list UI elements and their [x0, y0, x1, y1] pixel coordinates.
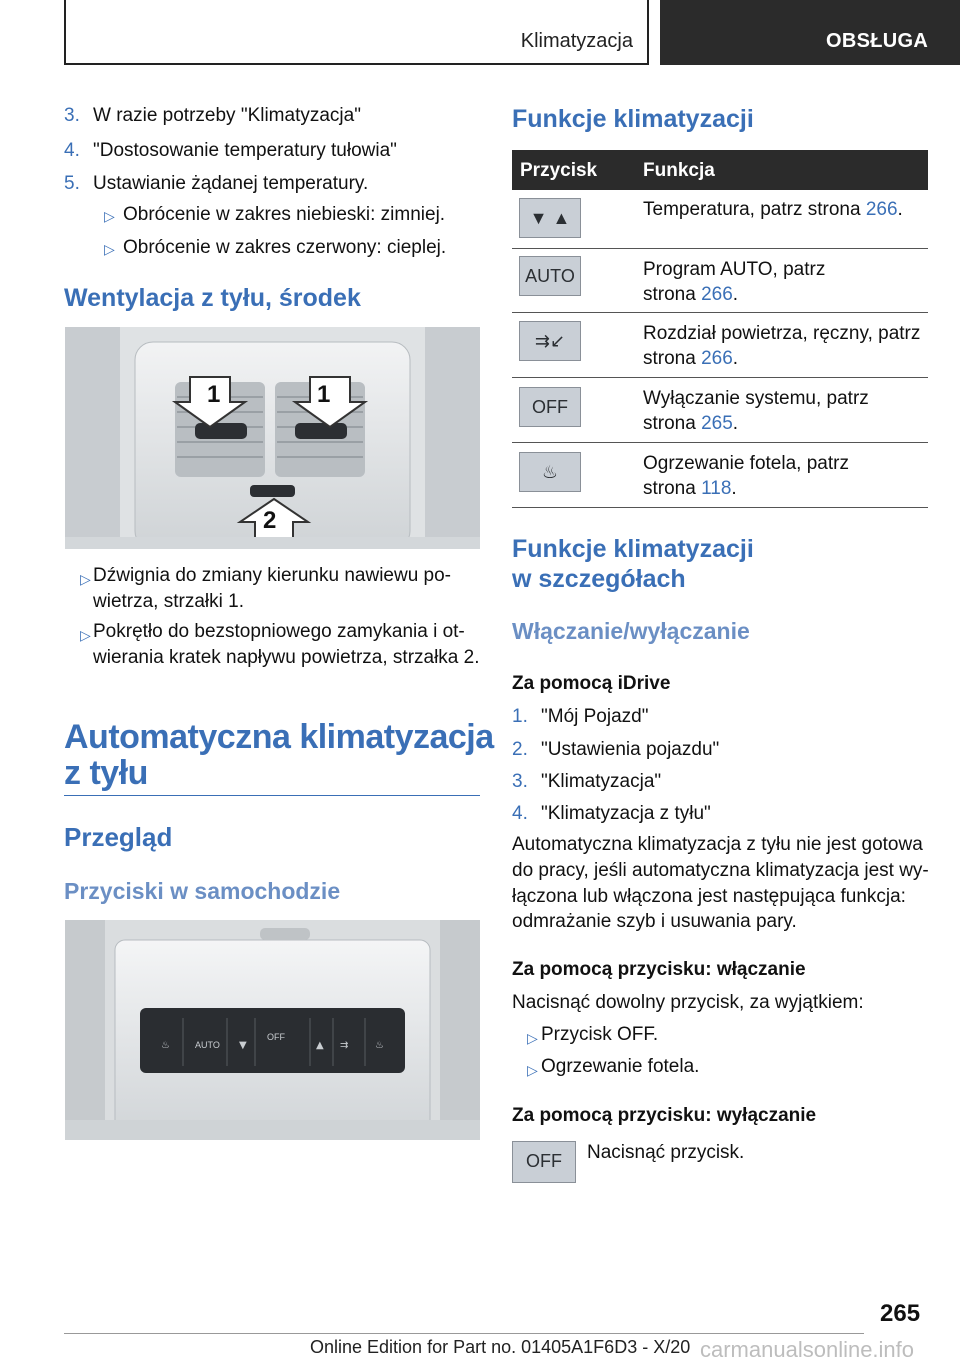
table-row-divider [512, 248, 928, 249]
on-text: Nacisnąć dowolny przycisk, za wyjątkiem: [512, 992, 864, 1013]
edition-text: Online Edition for Part no. 01405A1F6D3 - X/20 [310, 1337, 691, 1357]
panel-auto-label: AUTO [195, 1040, 220, 1050]
page-link[interactable]: 266 [865, 199, 898, 220]
header-chapter-tab [660, 0, 960, 65]
off-button-icon: OFF [519, 387, 581, 427]
on-bullet-text: Ogrzewanie fotela. [541, 1056, 700, 1077]
page-link[interactable]: 266 [701, 348, 733, 369]
table-row-divider [512, 312, 928, 313]
section-title-vent: Wentylacja z tyłu, środek [64, 284, 361, 312]
temperature-button-icon: ▼ ▲ [519, 198, 581, 238]
function-row-text: Rozdział powietrza, ręczny, patrz [643, 323, 921, 344]
header-section-tab [64, 0, 649, 65]
function-row-text: Program AUTO, patrz [643, 259, 826, 280]
bullet-triangle-icon: ▷ [527, 1062, 538, 1078]
sub-bullet-text: Obrócenie w zakres czerwony: cieplej. [123, 237, 447, 258]
idrive-heading: Za pomocą iDrive [512, 673, 671, 694]
page-link[interactable]: 118 [701, 478, 732, 499]
watermark-text: carmanualsonline.info [700, 1337, 915, 1362]
vent-bullet-line: wietrza, strzałki 1. [93, 591, 244, 612]
step-text: "Ustawienia pojazdu" [541, 739, 720, 760]
bullet-triangle-icon: ▷ [527, 1030, 538, 1046]
vent-bullet-line: Dźwignia do zmiany kierunku nawiewu po- [93, 565, 452, 586]
vent-bullet-line: wierania kratek napływu powietrza, strzałka 2. [93, 647, 480, 668]
paragraph-line: Automatyczna klimatyzacja z tyłu nie jest gotowa [512, 834, 923, 855]
climate-panel-photo [65, 920, 480, 1140]
step-text: Ustawianie żądanej temperatury. [93, 173, 369, 194]
chapter-heading: Automatyczna klimatyzacja [64, 718, 494, 756]
details-title: Funkcje klimatyzacji [512, 535, 754, 563]
vent-bullet-line: Pokrętło do bezstopniowego zamykania i ot- [93, 621, 465, 642]
col-header-function: Funkcja [643, 160, 715, 181]
rear-vent-photo [65, 327, 480, 549]
page-link[interactable]: 266 [701, 284, 733, 305]
air-distribution-button-icon: ⇉↙ [519, 321, 581, 361]
auto-button-icon: AUTO [519, 256, 581, 296]
step-text: W razie potrzeby "Klimatyzacja" [93, 105, 361, 126]
heading-rule [64, 795, 480, 796]
paragraph-line: łączona lub włączona jest następująca funkcja: [512, 886, 906, 907]
arrow-label-1: 1 [207, 381, 221, 408]
step-number: 2. [512, 739, 528, 760]
off-button-icon: OFF [512, 1141, 576, 1183]
step-text: "Dostosowanie temperatury tułowia" [93, 140, 397, 161]
step-number: 3. [64, 105, 80, 126]
arrow-label-2: 2 [263, 507, 277, 534]
bullet-triangle-icon: ▷ [104, 241, 115, 257]
svg-text:▲: ▲ [316, 1040, 324, 1051]
svg-text:⇉: ⇉ [340, 1040, 349, 1051]
on-heading: Za pomocą przycisku: włączanie [512, 959, 806, 980]
step-text: "Klimatyzacja z tyłu" [541, 803, 711, 824]
step-text: "Klimatyzacja" [541, 771, 662, 792]
climate-panel-illustration [65, 920, 480, 1140]
off-heading: Za pomocą przycisku: wyłączanie [512, 1105, 817, 1126]
bullet-triangle-icon: ▷ [80, 627, 91, 643]
seat-heating-button-icon: ♨ [519, 452, 581, 492]
on-bullet-text: Przycisk OFF. [541, 1024, 659, 1045]
function-row-text: strona 266. [643, 348, 739, 369]
panel-off-label: OFF [267, 1032, 285, 1042]
function-row-text: strona 118. [643, 478, 737, 499]
bullet-triangle-icon: ▷ [80, 571, 91, 587]
footer-rule [64, 1333, 864, 1334]
details-title: w szczegółach [512, 565, 686, 593]
header-section-title: Klimatyzacja [520, 30, 633, 52]
table-header [512, 150, 928, 190]
svg-text:▼: ▼ [239, 1040, 247, 1051]
subsection-title-buttons: Przyciski w samochodzie [64, 878, 341, 904]
off-text: Nacisnąć przycisk. [587, 1142, 745, 1163]
function-row-text: strona 265. [643, 413, 739, 434]
function-row-text: Temperatura, patrz strona 266. [643, 199, 903, 220]
table-title: Funkcje klimatyzacji [512, 105, 754, 133]
chapter-heading: z tyłu [64, 754, 148, 792]
step-number: 4. [512, 803, 528, 824]
svg-text:♨: ♨ [161, 1040, 170, 1051]
section-title-overview: Przegląd [64, 822, 173, 852]
step-number: 3. [512, 771, 528, 792]
header-chapter-title: OBSŁUGA [826, 30, 929, 52]
step-number: 5. [64, 173, 80, 194]
sub-bullet-text: Obrócenie w zakres niebieski: zimniej. [123, 204, 446, 225]
step-text: "Mój Pojazd" [541, 706, 649, 727]
function-row-text: Ogrzewanie fotela, patrz [643, 453, 849, 474]
page-link[interactable]: 265 [701, 413, 733, 434]
table-row-divider [512, 507, 928, 508]
step-number: 1. [512, 706, 528, 727]
page-number: 265 [880, 1300, 921, 1327]
svg-text:♨: ♨ [375, 1040, 384, 1051]
paragraph-line: odmrażanie szyb i usuwania pary. [512, 911, 797, 932]
table-row-divider [512, 377, 928, 378]
function-row-text: Wyłączanie systemu, patrz [643, 388, 869, 409]
step-number: 4. [64, 140, 80, 161]
table-row-divider [512, 442, 928, 443]
bullet-triangle-icon: ▷ [104, 208, 115, 224]
col-header-button: Przycisk [520, 160, 598, 181]
function-row-text: strona 266. [643, 284, 739, 305]
arrow-label-1: 1 [317, 381, 331, 408]
paragraph-line: do pracy, jeśli automatyczna klimatyzacja jest wy- [512, 860, 929, 881]
details-subtitle: Włączanie/wyłączanie [512, 618, 750, 644]
